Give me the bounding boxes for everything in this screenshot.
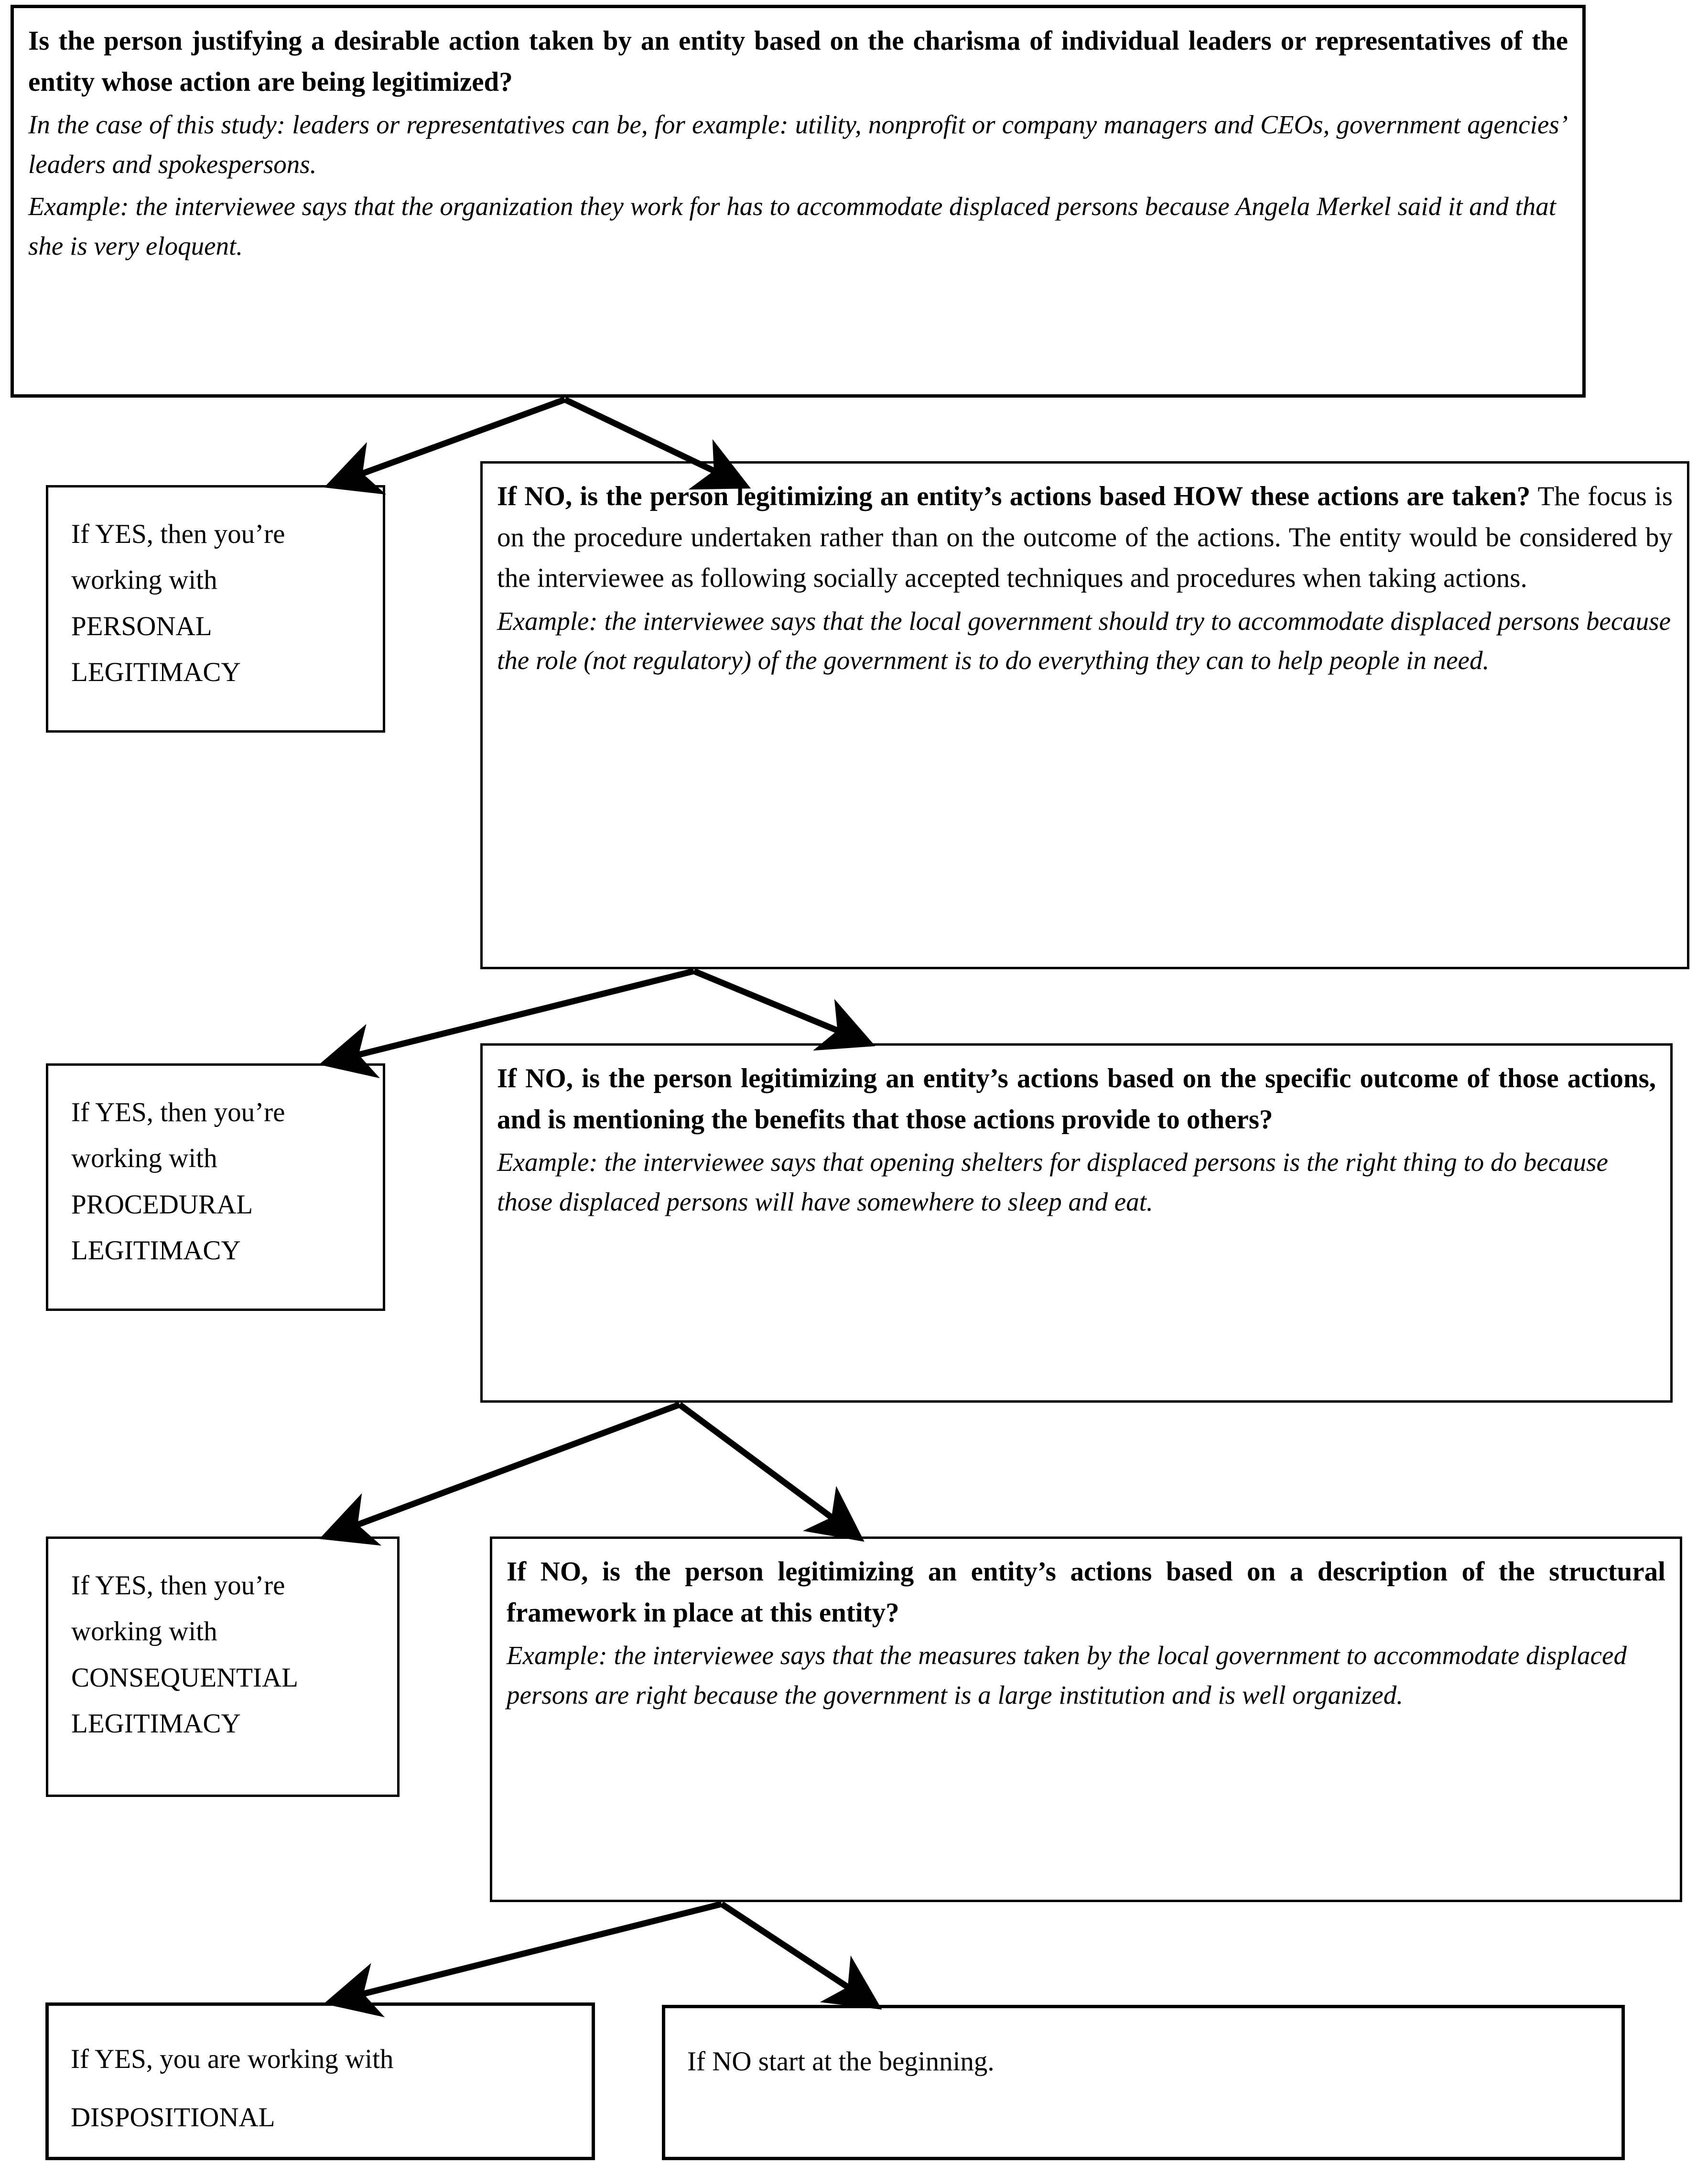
outcome-personal-line-2: working with (71, 565, 217, 595)
arrow-q2-no (694, 971, 865, 1042)
arrow-q3-no (680, 1405, 855, 1535)
restart-text: If NO start at the beginning. (687, 2046, 995, 2077)
node-restart (662, 2005, 1625, 2160)
question-4-bold: If NO, is the person legitimizing an entity’s actions based on a description of the structural framework in place at this entity? (507, 1557, 1665, 1628)
question-2-text (497, 476, 1673, 599)
outcome-consequential-line-2: working with (71, 1616, 217, 1647)
node-outcome-procedural-legitimacy (46, 1063, 385, 1311)
outcome-dispositional-line-1: If YES, you are working with (71, 2044, 394, 2074)
node-question-3 (480, 1043, 1673, 1403)
node-outcome-consequential-legitimacy (46, 1536, 400, 1797)
arrow-q3-yes (330, 1405, 680, 1535)
outcome-consequential-line-4: LEGITIMACY (71, 1708, 241, 1739)
outcome-personal-line-3: PERSONAL (71, 611, 212, 641)
question-4-example: Example: the interviewee says that the measures taken by the local government to accommodate displaced persons are right because the government is a large institution and is well organized. (507, 1641, 1627, 1710)
question-2-example: Example: the interviewee says that the local government should try to accommodate displaced persons because the role (not regulatory) of the government is to do everything they can to help people in need. (497, 606, 1671, 675)
question-2-rest: The focus is on the procedure undertaken rather than on the outcome of the actions. The entity would be considered by the interviewee as following socially accepted techniques and procedures when taking actions. (497, 481, 1673, 593)
question-1-text: Is the person justifying a desirable action taken by an entity based on the charisma of individual leaders or representatives of the entity whose action are being legitimized? (28, 26, 1568, 97)
outcome-dispositional-line-2: DISPOSITIONAL (71, 2102, 275, 2133)
question-3-text (497, 1058, 1656, 1140)
outcome-personal-line-4: LEGITIMACY (71, 657, 241, 687)
node-outcome-dispositional-legitimacy (45, 2002, 595, 2160)
outcome-procedural-line-4: LEGITIMACY (71, 1235, 241, 1266)
outcome-procedural-line-1: If YES, then you’re (71, 1097, 285, 1127)
node-question-2 (480, 461, 1689, 969)
question-3-bold: If NO, is the person legitimizing an entity’s actions based on the specific outcome of those actions, and is mentioning the benefits that those actions provide to others? (497, 1063, 1656, 1135)
outcome-consequential-line-1: If YES, then you’re (71, 1570, 285, 1601)
question-3-example: Example: the interviewee says that opening shelters for displaced persons is the right thing to do because those displaced persons will have somewhere to sleep and eat. (497, 1147, 1608, 1216)
node-question-4 (490, 1536, 1682, 1902)
outcome-personal-line-1: If YES, then you’re (71, 519, 285, 549)
question-1-example: Example: the interviewee says that the organization they work for has to accommodate displaced persons because Angela Merkel said it and that she is very eloquent. (28, 192, 1557, 260)
outcome-consequential-line-3: CONSEQUENTIAL (71, 1662, 298, 1693)
node-question-1 (11, 5, 1586, 398)
arrow-q4-no (722, 1904, 873, 2003)
outcome-procedural-line-3: PROCEDURAL (71, 1189, 253, 1220)
outcome-procedural-line-2: working with (71, 1143, 217, 1174)
question-1-note: In the case of this study: leaders or representatives can be, for example: utility, nonprofit or company managers and CEOs, government agencies’ leaders and spokespersons. (28, 110, 1568, 179)
question-4-text (507, 1551, 1665, 1633)
question-2-bold: If NO, is the person legitimizing an entity’s actions based HOW these actions are taken? (497, 481, 1531, 511)
node-outcome-personal-legitimacy (46, 485, 385, 733)
arrow-q4-yes (335, 1904, 722, 2001)
